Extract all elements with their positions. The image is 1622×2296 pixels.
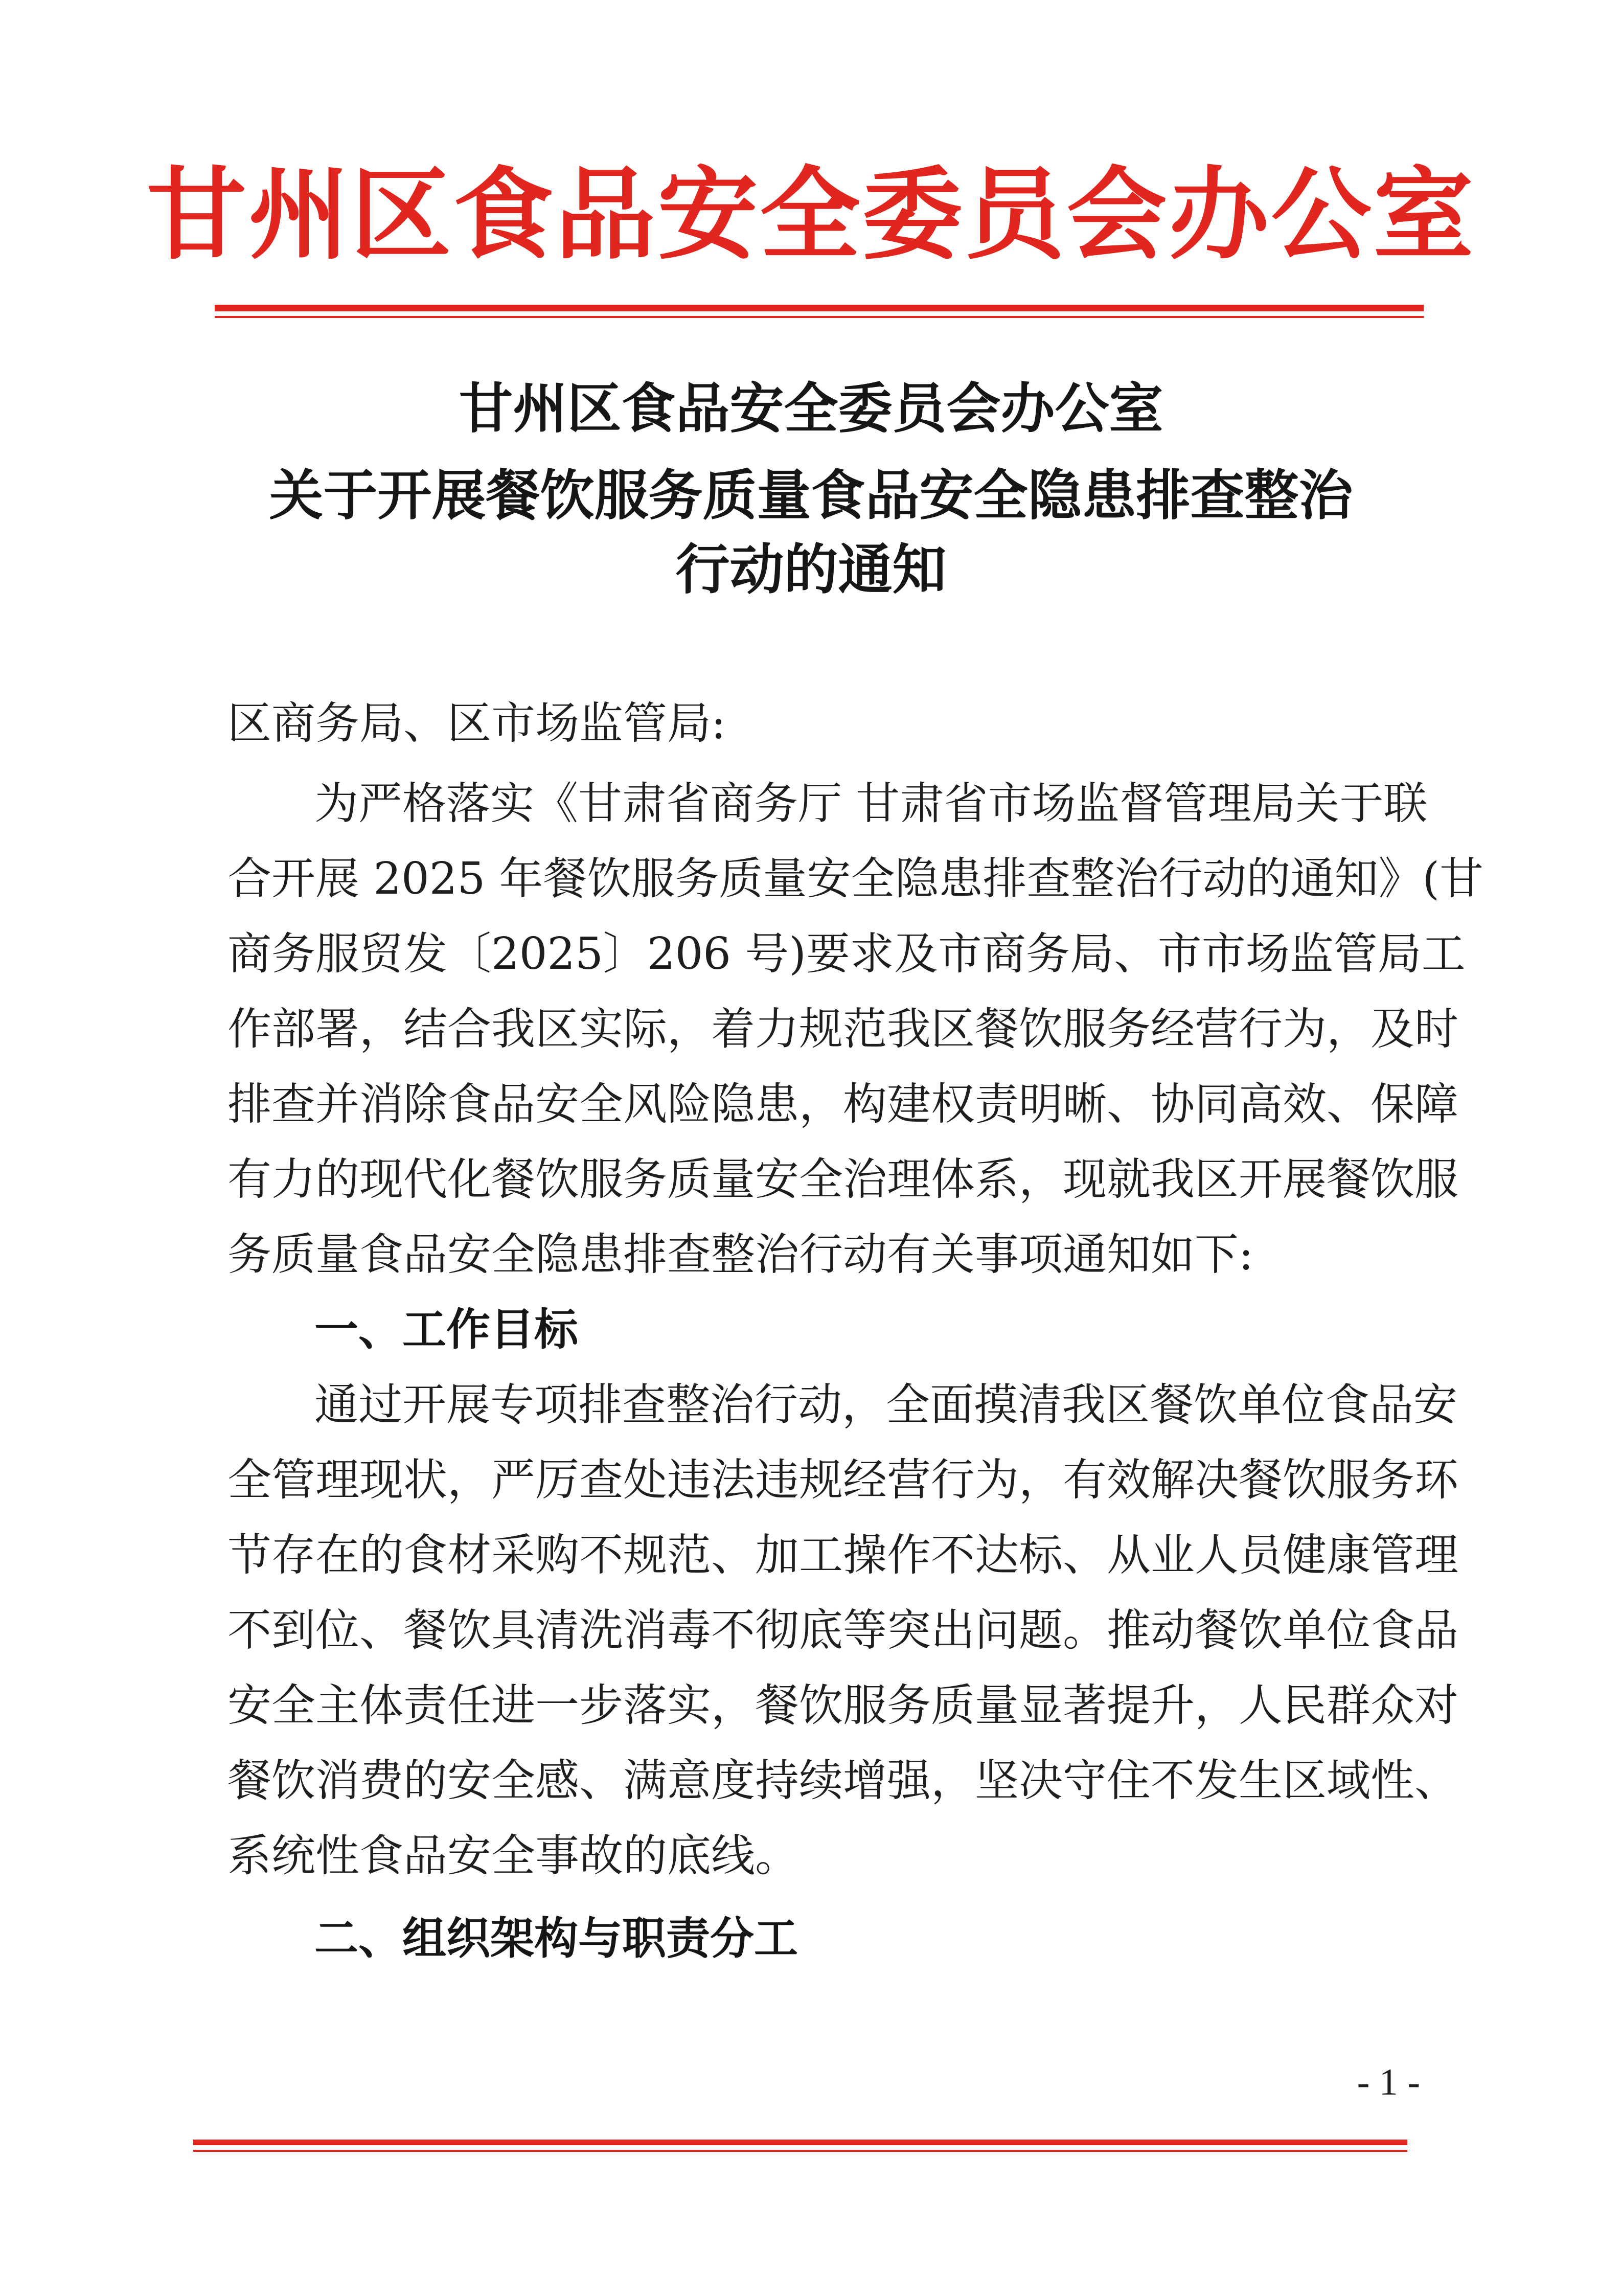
document-title-line-2: 关于开展餐饮服务质量食品安全隐患排查整治 bbox=[269, 464, 1353, 527]
intro-line: 排查并消除食品安全风险隐患，构建权责明晰、协同高效、保障 bbox=[227, 1079, 1458, 1130]
goals-line: 安全主体责任进一步落实，餐饮服务质量显著提升，人民群众对 bbox=[227, 1680, 1458, 1731]
goals-line: 系统性食品安全事故的底线。 bbox=[227, 1830, 799, 1881]
goals-line: 餐饮消费的安全感、满意度持续增强，坚决守住不发生区域性、 bbox=[227, 1755, 1458, 1806]
addressee: 区商务局、区市场监管局: bbox=[227, 698, 726, 749]
footer-rule-thin bbox=[193, 2150, 1407, 2152]
goals-line: 不到位、餐饮具清洗消毒不彻底等突出问题。推动餐饮单位食品 bbox=[227, 1605, 1458, 1656]
footer-rule-thick bbox=[193, 2140, 1407, 2145]
intro-line: 有力的现代化餐饮服务质量安全治理体系，现就我区开展餐饮服 bbox=[227, 1154, 1458, 1205]
goals-line: 全管理现状，严厉查处违法违规经营行为，有效解决餐饮服务环 bbox=[227, 1454, 1458, 1506]
section-heading-organization: 二、组织架构与职责分工 bbox=[314, 1913, 798, 1964]
intro-line: 务质量食品安全隐患排查整治行动有关事项通知如下: bbox=[227, 1229, 1253, 1280]
document-title-line-1: 甘州区食品安全委员会办公室 bbox=[459, 377, 1163, 440]
intro-line: 商务服贸发〔2025〕206 号)要求及市商务局、市市场监管局工 bbox=[227, 928, 1466, 980]
goals-line: 节存在的食材采购不规范、加工操作不达标、从业人员健康管理 bbox=[227, 1530, 1458, 1581]
page-number: - 1 - bbox=[1357, 2061, 1420, 2103]
document-title-line-3: 行动的通知 bbox=[675, 538, 947, 601]
issuing-office-header: 甘州区食品安全委员会办公室 bbox=[146, 156, 1476, 274]
intro-line: 合开展 2025 年餐饮服务质量安全隐患排查整治行动的通知》(甘 bbox=[227, 853, 1484, 904]
header-rule-thick bbox=[215, 305, 1424, 311]
header-rule-thin bbox=[215, 316, 1424, 318]
intro-line: 为严格落实《甘肃省商务厅 甘肃省市场监督管理局关于联 bbox=[314, 778, 1428, 829]
intro-line: 作部署，结合我区实际，着力规范我区餐饮服务经营行为，及时 bbox=[227, 1004, 1458, 1055]
goals-line: 通过开展专项排查整治行动，全面摸清我区餐饮单位食品安 bbox=[314, 1379, 1457, 1430]
section-heading-goals: 一、工作目标 bbox=[314, 1304, 578, 1355]
